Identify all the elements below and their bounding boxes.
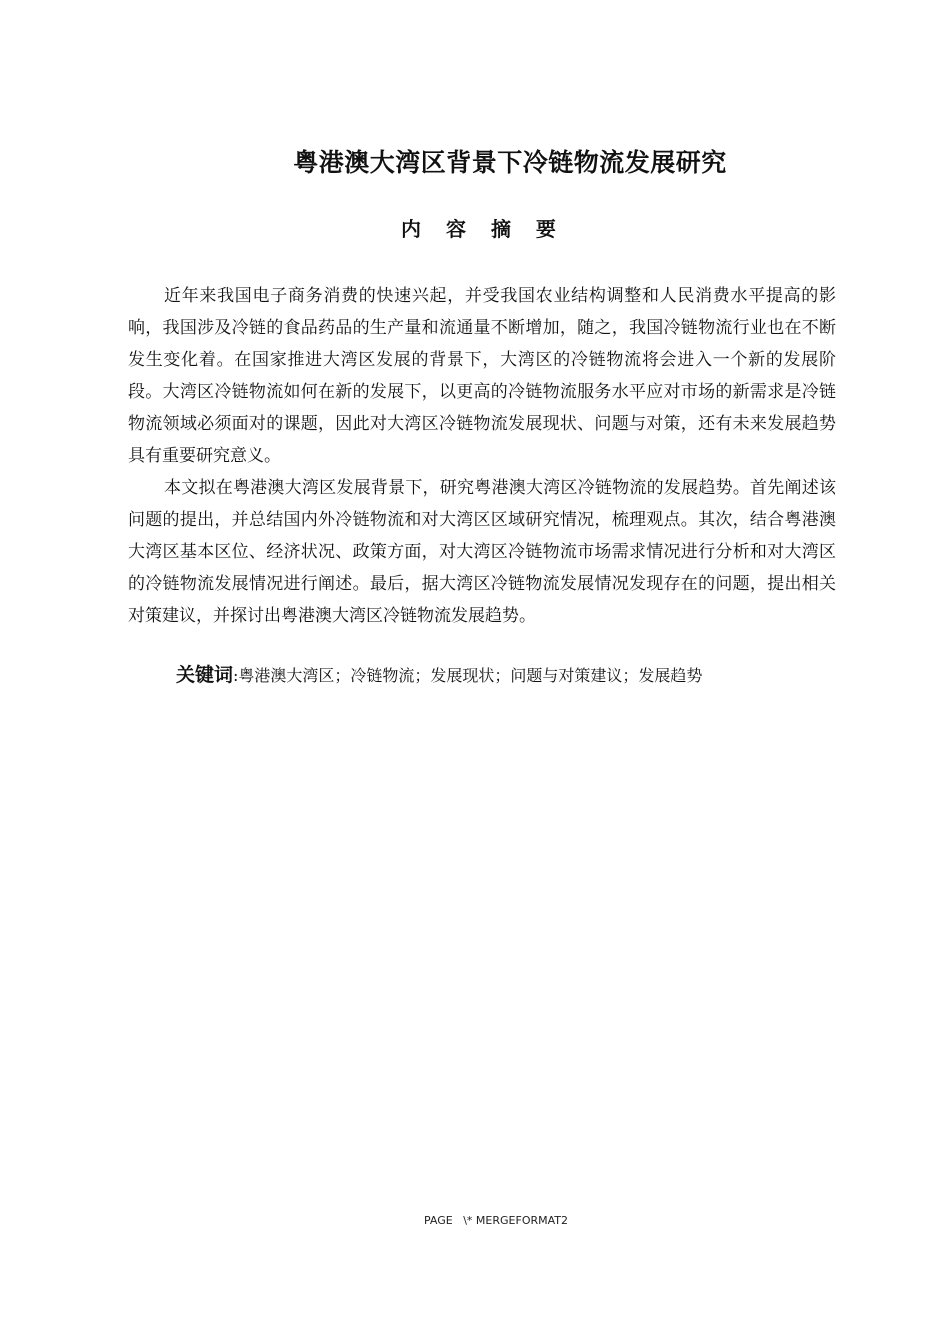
abstract-heading: 内 容 摘 要 <box>401 217 565 241</box>
page-footer: PAGE \* MERGEFORMAT2 <box>424 1214 568 1227</box>
abstract-paragraph-2: 本文拟在粤港澳大湾区发展背景下，研究粤港澳大湾区冷链物流的发展趋势。首先阐述该问题的提出，并总结国内外冷链物流和对大湾区区域研究情况，梳理观点。其次，结合粤港澳大湾区基本区位、经济状况、政策方面，对大湾区冷链物流市场需求情况进行分析和对大湾区的冷链物流发展情况进行阐述。最后，据大湾区冷链物流发展情况发现存在的问题，提出相关对策建议，并探讨出粤港澳大湾区冷链物流发展趋势。 <box>128 478 836 626</box>
abstract-paragraph-1: 近年来我国电子商务消费的快速兴起，并受我国农业结构调整和人民消费水平提高的影响，我国涉及冷链的食品药品的生产量和流通量不断增加，随之，我国冷链物流行业也在不断发生变化着。在国家推进大湾区发展的背景下，大湾区的冷链物流将会进入一个新的发展阶段。大湾区冷链物流如何在新的发展下，以更高的冷链物流服务水平应对市场的新需求是冷链物流领域必须面对的课题，因此对大湾区冷链物流发展现状、问题与对策，还有未来发展趋势具有重要研究意义。 <box>128 286 836 466</box>
keywords-colon: : <box>233 666 239 685</box>
keywords-line <box>176 659 702 692</box>
keywords-label: 关键词 <box>176 664 234 686</box>
document-title: 粤港澳大湾区背景下冷链物流发展研究 <box>293 148 727 177</box>
abstract-body <box>128 280 836 632</box>
keywords-text: 粤港澳大湾区；冷链物流；发展现状；问题与对策建议；发展趋势 <box>238 666 703 685</box>
